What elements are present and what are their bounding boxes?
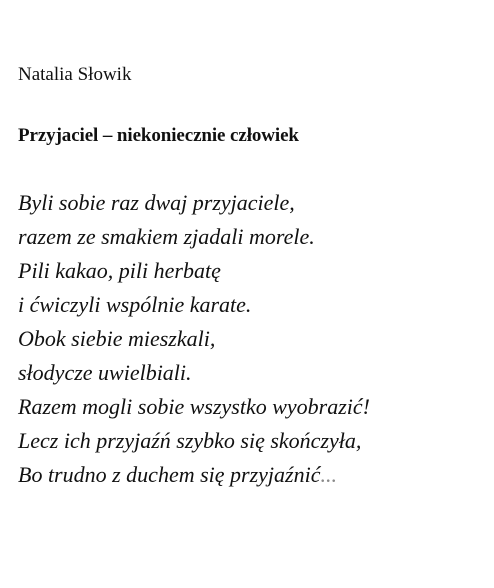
poem-line: Pili kakao, pili herbatę — [18, 258, 221, 283]
poem-line: słodycze uwielbiali. — [18, 360, 192, 385]
poem-line: Byli sobie raz dwaj przyjaciele, — [18, 190, 295, 215]
poem-line: Razem mogli sobie wszystko wyobrazić! — [18, 394, 370, 419]
poem-line: Lecz ich przyjaźń szybko się skończyła, — [18, 428, 362, 453]
poem-line: razem ze smakiem zjadali morele. — [18, 224, 315, 249]
poem-line-last — [18, 458, 370, 492]
poem-body — [18, 186, 370, 492]
poem-title: Przyjaciel – niekoniecznie człowiek — [18, 125, 299, 146]
poem-line: Obok siebie mieszkali, — [18, 326, 216, 351]
poem-line: i ćwiczyli wspólnie karate. — [18, 292, 252, 317]
author-name: Natalia Słowik — [18, 64, 132, 85]
poem-ellipsis: ... — [320, 462, 337, 487]
poem-line-text: Bo trudno z duchem się przyjaźnić — [18, 462, 321, 487]
